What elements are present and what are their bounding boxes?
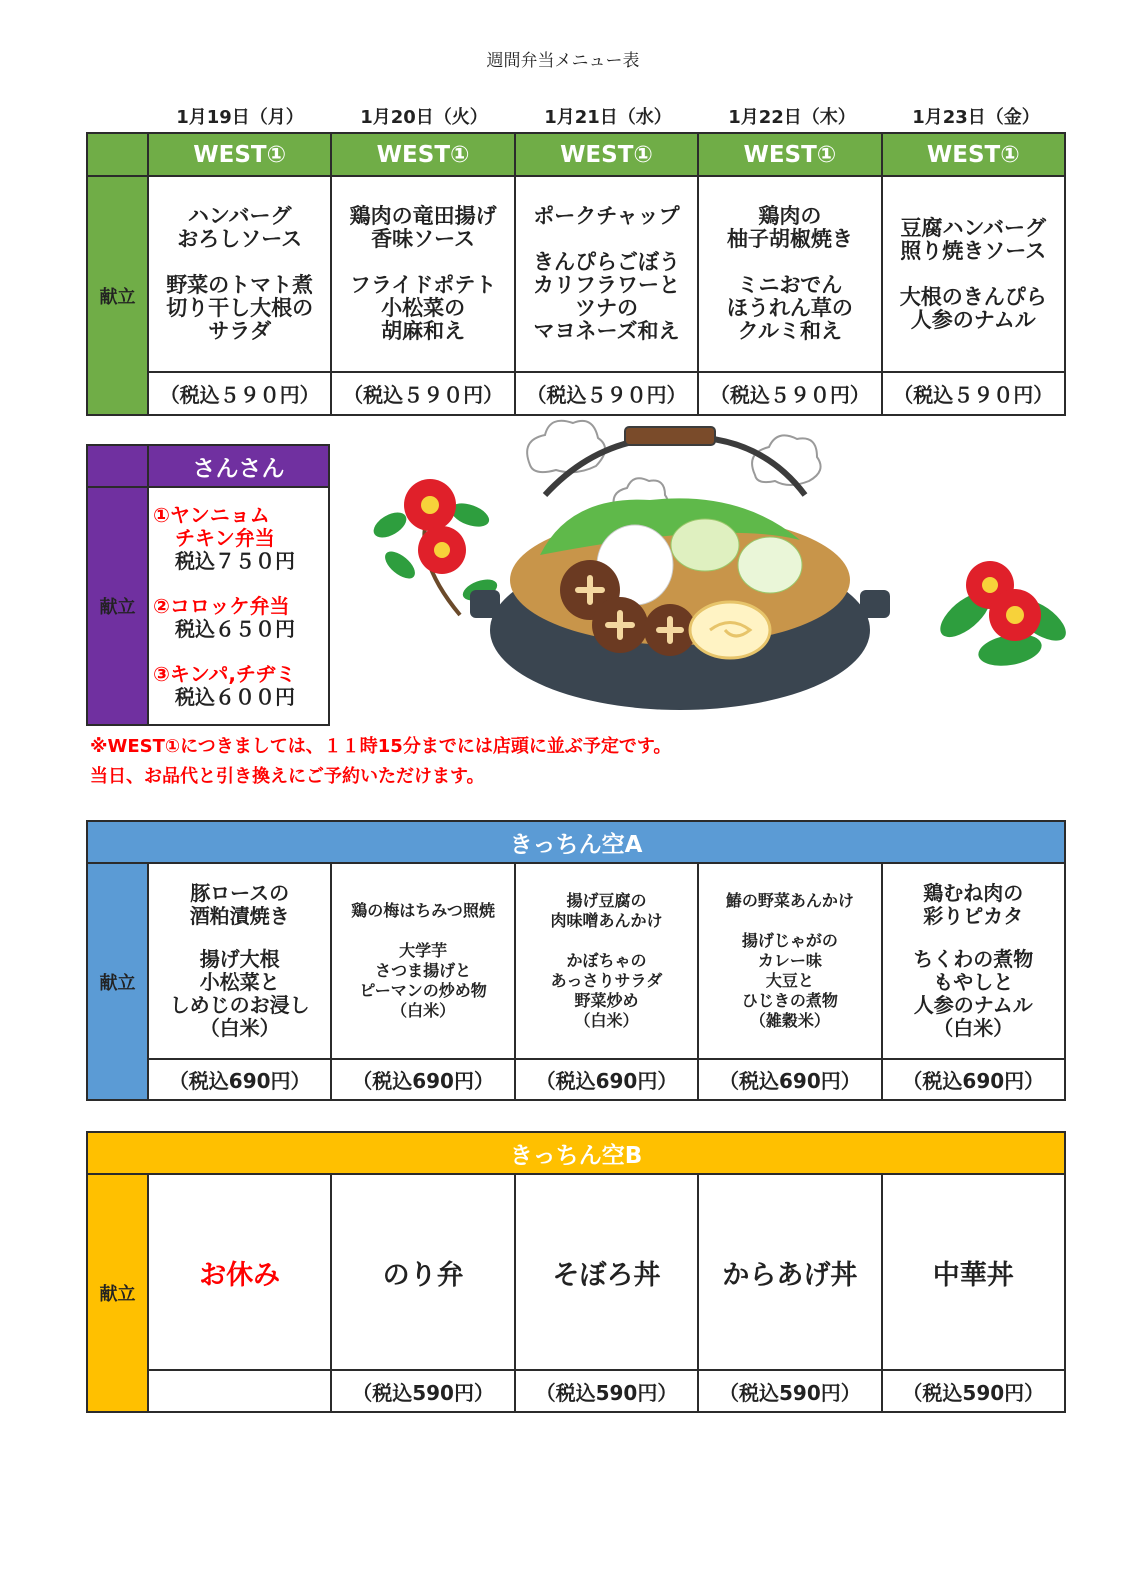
kitchen-b-menu-table [86,1131,1066,1413]
menu-line: ピーマンの炒め物 [359,981,487,1000]
sansan-header-cell: さんさん [148,445,329,487]
kitchen-b-row-label: 献立 [87,1174,148,1412]
menu-line: しめじのお浸し [169,993,310,1017]
kitchen-b-menu-cell: そぼろ丼 [515,1174,698,1370]
sansan-menu-cell [148,487,329,725]
menu-line: 人参のナムル [910,307,1036,332]
menu-line: 小松菜の [381,296,466,320]
kitchen-b-header: きっちん空B [87,1132,1065,1174]
kitchen-b-menu-cell: からあげ丼 [698,1174,881,1370]
kitchen-a-header: きっちん空A [87,821,1065,863]
menu-line: 彩りピカタ [923,904,1024,928]
west-price-cell: （税込５９０円） [698,372,881,415]
kitchen-a-menu-cell [882,863,1065,1059]
menu-line: 鶏肉の竜田揚げ [349,204,497,228]
menu-line: 大豆と [765,971,814,990]
menu-line: 豚ロースの [190,881,290,905]
kitchen-b-price-cell [148,1370,331,1412]
sansan-item-name: ②コロッケ弁当 [153,593,290,618]
menu-line: もやしと [933,970,1014,994]
menu-line: 揚げ豆腐の [566,891,647,910]
menu-line: 胡麻和え [381,319,466,343]
menu-line: 大学芋 [399,941,448,960]
menu-line: 小松菜と [199,970,280,994]
nabe-illustration [350,415,1070,735]
menu-line: ポークチャップ [533,204,680,228]
sansan-item-name: チキン弁当 [175,525,275,550]
menu-line: 肉味噌あんかけ [550,911,663,930]
kitchen-a-menu-table [86,820,1066,1101]
sansan-item-name: ③キンパ,チヂミ [153,661,296,686]
date-label: 1月23日（金） [912,107,1040,128]
menu-line: ハンバーグ [187,204,292,228]
menu-line: ツナの [574,296,638,320]
date-label: 1月22日（木） [728,107,856,128]
page-title: 週間弁当メニュー表 [486,51,640,71]
kitchen-a-menu-cell [515,863,698,1059]
menu-line: サラダ [208,319,272,343]
menu-line: 揚げ大根 [199,947,280,971]
menu-line: 野菜炒め [574,991,639,1010]
menu-line: 揚げじゃがの [741,931,838,950]
west-price-cell: （税込５９０円） [515,372,698,415]
sansan-item-price: 税込６５０円 [175,616,295,641]
kitchen-a-price-cell: （税込690円） [148,1059,331,1100]
sansan-item [153,663,328,709]
menu-line: きんぴらごぼう [532,250,680,274]
menu-line: カレー味 [757,951,822,970]
kitchen-a-menu-cell [698,863,881,1059]
menu-line: ほうれん草の [726,296,853,320]
kitchen-a-price-cell: （税込690円） [882,1059,1065,1100]
west-header-cell: WEST① [882,133,1065,176]
sansan-item-price: 税込６００円 [175,684,295,709]
kitchen-b-menu-cell: 中華丼 [882,1174,1065,1370]
menu-line: 人参のナムル [913,993,1033,1017]
menu-line: （白米） [391,1001,456,1020]
menu-line: （白米） [199,1016,280,1040]
notice-line: 当日、お品代と引き換えにご予約いただけます。 [90,766,485,787]
menu-line: 香味ソース [371,227,476,251]
menu-line: 柚子胡椒焼き [726,227,853,251]
menu-line: カリフラワーと [532,273,680,297]
menu-line: 酒粕漬焼き [189,904,290,928]
kitchen-b-price-cell: （税込590円） [331,1370,514,1412]
sansan-corner-cell [87,445,148,487]
menu-line: ミニおでん [737,273,843,297]
menu-line: （雑穀米） [749,1011,830,1030]
kitchen-a-price-cell: （税込690円） [331,1059,514,1100]
kitchen-a-row-label: 献立 [87,863,148,1100]
west-row-label: 献立 [87,176,148,415]
west-menu-cell [331,176,514,372]
menu-line: さつま揚げと [375,961,472,980]
west-price-cell: （税込５９０円） [148,372,331,415]
sansan-item [153,595,328,641]
west-menu-table [86,132,1066,416]
west-corner-cell [87,133,148,176]
date-label: 1月21日（水） [544,107,672,128]
menu-line: （白米） [574,1011,639,1030]
west-header-cell: WEST① [148,133,331,176]
date-label: 1月20日（火） [360,107,488,128]
kitchen-b-menu-cell: のり弁 [331,1174,514,1370]
kitchen-b-price-cell: （税込590円） [515,1370,698,1412]
menu-line: 野菜のトマト煮 [166,273,314,297]
sansan-row-label: 献立 [87,487,148,725]
menu-line: ひじきの煮物 [741,991,838,1010]
menu-line: 鶏の梅はちみつ照焼 [351,901,495,920]
kitchen-b-menu-cell: お休み [148,1174,331,1370]
west-header-cell: WEST① [331,133,514,176]
menu-line: かぼちゃの [566,951,647,970]
west-header-cell: WEST① [515,133,698,176]
west-menu-cell [515,176,698,372]
notice-line: ※WEST①につきましては、１１時15分までには店頭に並ぶ予定です。 [90,736,672,757]
menu-line: 切り干し大根の [166,296,314,320]
menu-line: 鶏肉の [758,204,822,228]
menu-line: 照り焼きソース [900,238,1047,263]
date-label: 1月19日（月） [176,107,304,128]
sansan-item-name: ①ヤンニョム [153,502,270,527]
menu-line: 大根のきんぴら [899,284,1047,309]
kitchen-b-price-cell: （税込590円） [698,1370,881,1412]
date-header-row [148,103,1068,129]
menu-line: ちくわの煮物 [913,947,1034,971]
kitchen-a-price-cell: （税込690円） [515,1059,698,1100]
west-menu-cell [148,176,331,372]
west-price-cell: （税込５９０円） [331,372,514,415]
sansan-item [153,504,328,573]
menu-line: あっさりサラダ [550,971,663,990]
menu-line: おろしソース [177,227,303,251]
west-price-cell: （税込５９０円） [882,372,1065,415]
sansan-menu-table [86,444,330,726]
menu-line: （白米） [933,1016,1014,1040]
kitchen-a-menu-cell [148,863,331,1059]
camellia-flower-icon [933,561,1070,670]
west-menu-cell [882,176,1065,372]
kitchen-a-price-cell: （税込690円） [698,1059,881,1100]
kitchen-a-menu-cell [331,863,514,1059]
menu-line: 鰆の野菜あんかけ [725,891,854,910]
sansan-item-price: 税込７５０円 [175,548,295,573]
menu-line: 豆腐ハンバーグ [900,215,1047,240]
menu-line: マヨネーズ和え [533,319,680,343]
menu-line: フライドポテト [349,273,497,297]
menu-line: クルミ和え [737,319,843,343]
kitchen-b-price-cell: （税込590円） [882,1370,1065,1412]
west-header-cell: WEST① [698,133,881,176]
west-menu-cell [698,176,881,372]
menu-line: 鶏むね肉の [923,881,1024,905]
